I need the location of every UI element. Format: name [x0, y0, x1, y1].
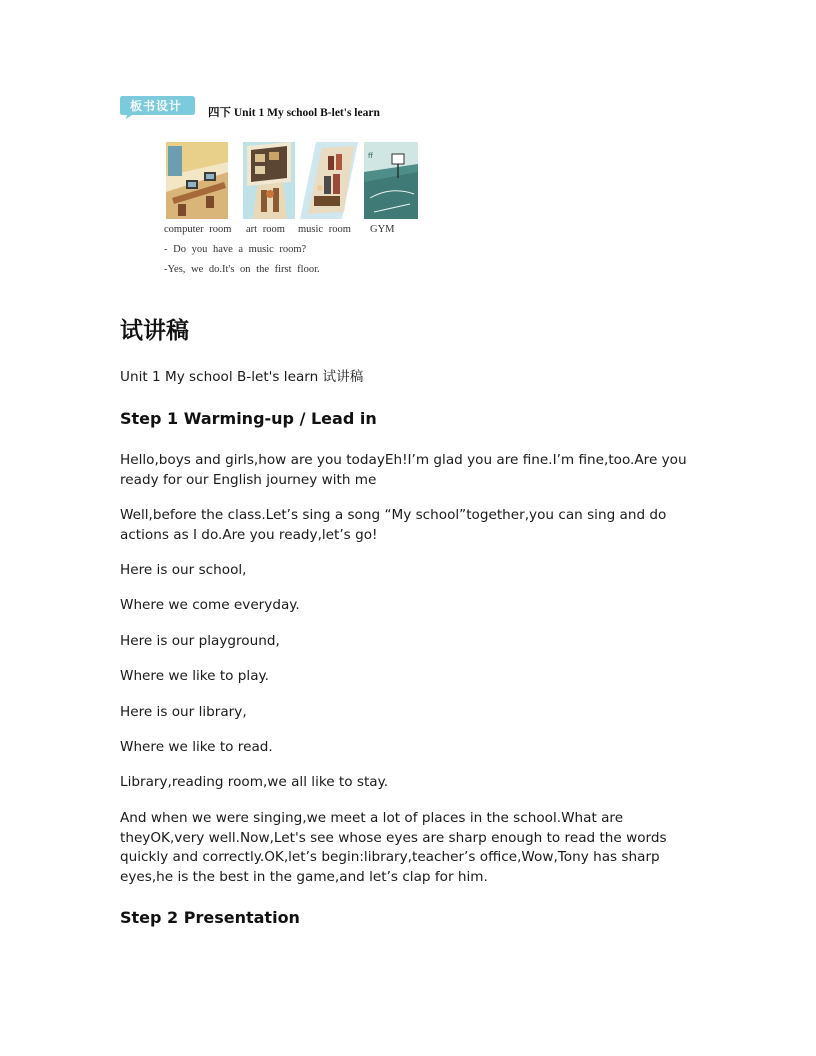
caption-gym: GYM	[370, 224, 395, 235]
paragraph: Well,before the class.Let’s sing a song “My school”together,you can sing and do actions as I do.Are you ready,let’s go!	[120, 507, 667, 543]
song-line: Library,reading room,we all like to stay.	[120, 774, 389, 790]
song-line: Here is our library,	[120, 704, 247, 720]
svg-text:ff: ff	[368, 152, 373, 160]
dialog-question: - Do you have a music room?	[164, 244, 307, 255]
song-line: Here is our playground,	[120, 633, 280, 649]
music-room-picture	[300, 142, 358, 219]
page-title: 试讲稿	[120, 318, 189, 344]
step1-heading: Step 1 Warming-up / Lead in	[120, 409, 377, 428]
art-room-picture	[243, 142, 295, 219]
board-design-badge	[120, 95, 196, 119]
caption-music-room: music room	[298, 224, 351, 235]
board-badge-label: 板书设计	[129, 99, 182, 113]
caption-art-room: art room	[246, 224, 285, 235]
paragraph: And when we were singing,we meet a lot of places in the school.What are theyOK,very well.Now,Let's see whose eyes are sharp enough to read the words quickly and correctly.OK,let’s begin:library,teacher’s office,Wow,Tony has sharp eyes,he is the best in the game,and let’s clap for him.	[120, 810, 667, 885]
song-line: Where we like to play.	[120, 668, 269, 684]
paragraph: Hello,boys and girls,how are you todayEh!I’m glad you are fine.I’m fine,too.Are you ready for our English journey with me	[120, 452, 687, 488]
song-line: Where we like to read.	[120, 739, 273, 755]
song-line: Here is our school,	[120, 562, 247, 578]
subtitle: Unit 1 My school B-let's learn 试讲稿	[120, 369, 364, 385]
step2-heading: Step 2 Presentation	[120, 908, 300, 927]
board-title: 四下 Unit 1 My school B-let's learn	[208, 107, 380, 119]
caption-computer-room: computer room	[164, 224, 232, 235]
computer-room-picture	[166, 142, 228, 219]
song-line: Where we come everyday.	[120, 597, 300, 613]
gym-picture	[364, 142, 418, 219]
dialog-answer: -Yes, we do.It's on the first floor.	[164, 264, 320, 275]
